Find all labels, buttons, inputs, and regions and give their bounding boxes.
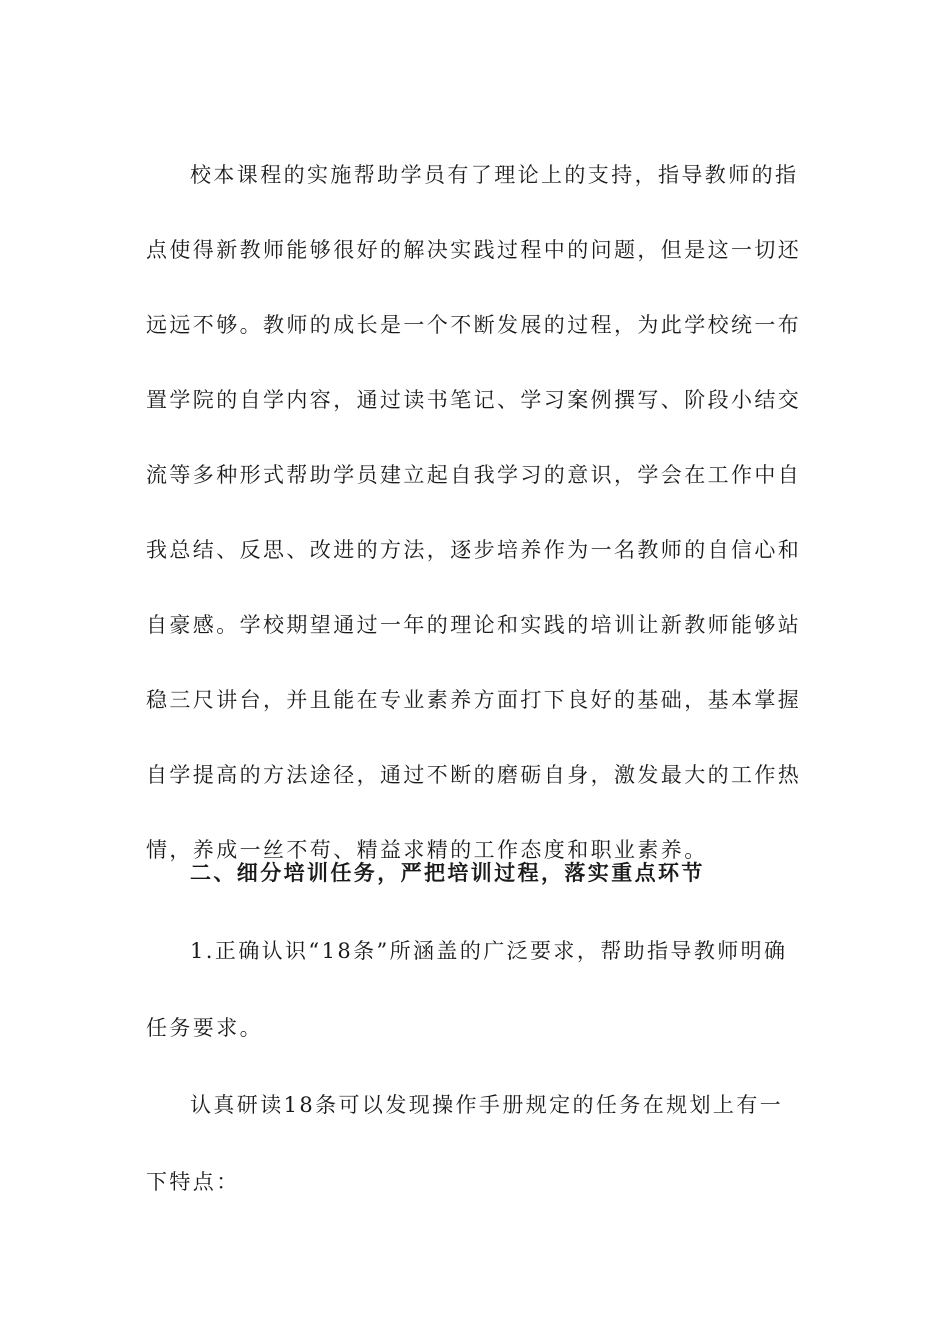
numbered-item: 1.正确认识“18条”所涵盖的广泛要求，帮助指导教师明确任务要求。	[146, 939, 788, 1040]
body-paragraph-2: 认真研读18条可以发现操作手册规定的任务在规划上有一下特点：	[146, 1093, 784, 1194]
section-heading: 二、细分培训任务，严把培训过程，落实重点环节	[190, 860, 705, 885]
body-paragraph: 校本课程的实施帮助学员有了理论上的支持，指导教师的指点使得新教师能够很好的解决实践过程中的问题，但是这一切还远远不够。教师的成长是一个不断发展的过程，为此学校统一布置学院的自学内容，通过读书笔记、学习案例撰写、阶段小结交流等多种形式帮助学员建立起自我学习的意识，学会在工作中自我总结、反思、改进的方法，逐步培养作为一名教师的自信心和自豪感。学校期望通过一年的理论和实践的培训让新教师能够站稳三尺讲台，并且能在专业素养方面打下良好的基础，基本掌握自学提高的方法途径，通过不断的磨砺自身，激发最大的工作热情，养成一丝不苟、精益求精的工作态度和职业素养。	[146, 163, 802, 862]
